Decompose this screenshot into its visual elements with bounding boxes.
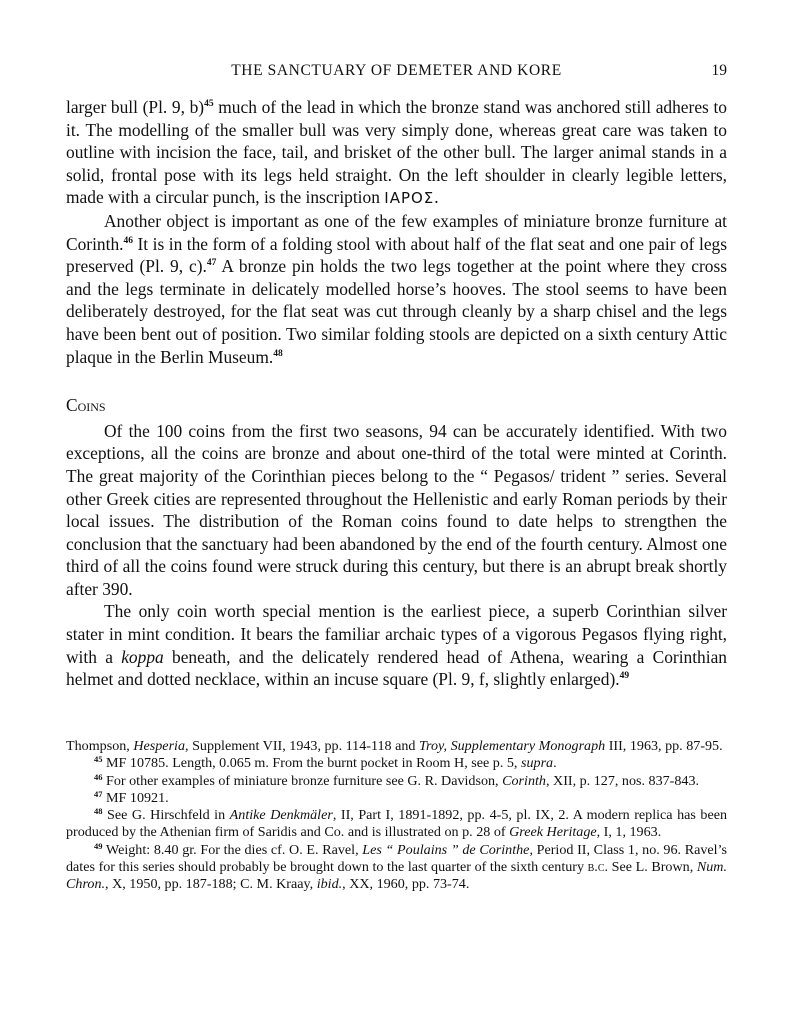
coins-paragraph-1 [66, 420, 727, 601]
text-run: Corinth [502, 772, 546, 789]
text-run: MF 10921. [102, 789, 169, 806]
text-run: larger bull (Pl. 9, b) [66, 97, 205, 117]
footnote-1 [66, 738, 727, 755]
text-run: Les “ Poulains ” de Corinthe [362, 841, 530, 858]
footnote-ref: 47 [94, 788, 103, 799]
text-run: , Period II, Class 1, no. 96. Ravel’s dates for this series should probably be brought down to the last quarter of the sixth century [66, 841, 727, 876]
footnote-3 [66, 773, 727, 790]
text-run: , X, 1950, pp. 187-188; C. M. Kraay, [105, 876, 317, 893]
text-run: . [553, 755, 557, 772]
text-run: Another object is important as one of the few examples of miniature bronze furniture at Corinth. [66, 210, 727, 254]
footnote-5 [66, 807, 727, 842]
text-run: It is in the form of a folding stool with about half of the flat seat and one pair of legs preserved (Pl. 9, c). [66, 233, 727, 277]
footnote-ref: 46 [94, 771, 103, 782]
footnote-ref: 49 [619, 671, 630, 682]
footnote-4 [66, 790, 727, 807]
text-run: See L. Brown, [608, 859, 697, 876]
paragraph-2 [66, 210, 727, 368]
footnote-ref: 48 [94, 806, 103, 817]
text-run: For other examples of miniature bronze furniture see G. R. Davidson, [102, 772, 503, 789]
text-run: Of the 100 coins from the first two seasons, 94 can be accurately identified. With two exceptions, all the coins are bronze and about one-third of the total were minted at Corinth. The great majority of the Corinthian pieces belong to the “ Pegasos/ trident ” series. Several other Greek cities are represented throughout the Hellenistic and early Roman periods by their local issues. The distribution of the Roman coins found to date helps to strengthen the conclusion that the sanctuary had been abandoned by the end of the fourth century. Almost one third of all the coins found were struck during this century, but there is an abrupt break shortly after 390. [66, 420, 727, 599]
text-run: See G. Hirschfeld in [102, 807, 230, 824]
text-run: III, 1963, pp. 87-95. [605, 738, 723, 754]
footnote-ref: 49 [94, 840, 103, 851]
text-run: The only coin worth special mention is the earliest piece, a superb Corinthian silver stater in mint condition. It bears the familiar archaic types of a vigorous Pegasos flying right, with a [66, 601, 727, 667]
footnote-6 [66, 842, 727, 894]
footnotes [66, 738, 727, 894]
paragraph-1 [66, 96, 727, 210]
text-run: , Supplement VII, 1943, pp. 114-118 and [185, 738, 419, 754]
text-run: Hesperia [133, 738, 186, 754]
text-run: supra [520, 755, 554, 772]
text-run: , XX, 1960, pp. 73-74. [342, 876, 470, 893]
greek-inscription: ΙΑΡΟΣ [384, 189, 435, 208]
text-run: , I, 1, 1963. [596, 824, 662, 841]
footnote-ref: 48 [273, 348, 283, 359]
footnote-ref: 46 [123, 235, 133, 246]
text-run: koppa [121, 646, 164, 667]
paragraph-group-coins [66, 420, 727, 691]
text-run: Num. Chron. [66, 859, 727, 893]
footnote-ref: 45 [204, 99, 214, 109]
text-run: ibid. [316, 876, 343, 893]
section-heading: Coins [66, 395, 106, 416]
text-run: Troy, Supplementary Monograph [418, 738, 606, 754]
page-number: 19 [711, 62, 727, 79]
running-title: THE SANCTUARY OF DEMETER AND KORE [231, 62, 562, 79]
text-run: . [434, 187, 439, 208]
text-run: Weight: 8.40 gr. For the dies cf. O. E. Ravel, [102, 841, 363, 858]
text-run: , XII, p. 127, nos. 837-843. [545, 772, 700, 789]
footnote-2 [66, 755, 727, 772]
text-run: Thompson, [66, 738, 134, 754]
paragraph-group-bronzes [66, 96, 727, 368]
text-run: A bronze pin holds the two legs together at the point where they cross and the legs terminate in delicately modelled horse’s hooves. The stool seems to have been deliberately destroyed, for the flat seat was cut through cleanly by a sharp chisel and the legs have been bent out of position. Two similar folding stools are depicted on a sixth century Attic plaque in the Berlin Museum. [66, 256, 727, 367]
footnote-ref: 45 [94, 754, 103, 765]
text-run: Antike Denkmäler [229, 807, 333, 824]
page-header [66, 62, 727, 84]
text-run: Greek Heritage [509, 824, 597, 841]
text-run: MF 10785. Length, 0.065 m. From the burnt pocket in Room H, see p. 5, [102, 755, 521, 772]
coins-paragraph-2 [66, 600, 727, 690]
text-run: b.c. [587, 859, 609, 876]
text-run: beneath, and the delicately rendered head of Athena, wearing a Corinthian helmet and dotted necklace, within an incuse square (Pl. 9, f, slightly enlarged). [66, 646, 727, 690]
body-text [66, 96, 727, 691]
text-run: much of the lead in which the bronze stand was anchored still adheres to it. The modelling of the smaller bull was very simply done, whereas great care was taken to outline with incision the face, tail, and brisket of the other bull. The larger animal stands in a solid, frontal pose with its legs held straight. On the left shoulder in clearly legible letters, made with a circular punch, is the inscription [66, 97, 727, 208]
footnote-ref: 47 [206, 258, 217, 269]
text-run: , II, Part I, 1891-1892, pp. 4-5, pl. IX, 2. A modern replica has been produced by the Athenian firm of Saridis and Co. and is illustrated on p. 28 of [66, 807, 728, 841]
